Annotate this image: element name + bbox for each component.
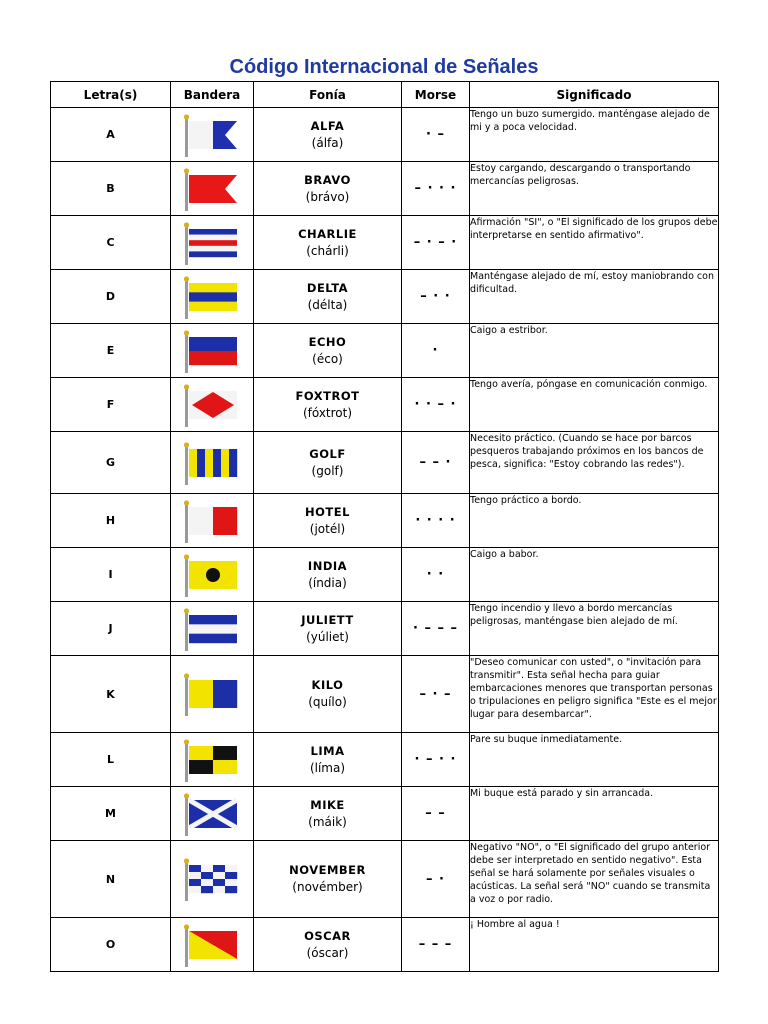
flag-cell	[171, 918, 254, 972]
phonetic-name: FOXTROT	[295, 388, 360, 403]
phonetic-name: DELTA	[306, 280, 349, 295]
letter-cell: N	[51, 841, 171, 918]
flag-echo-icon	[180, 329, 244, 373]
letter-cell: E	[51, 324, 171, 378]
meaning-cell: Caigo a estribor.	[470, 324, 719, 378]
letter-cell: D	[51, 270, 171, 324]
meaning-cell: Manténgase alejado de mí, estoy maniobrando con dificultad.	[470, 270, 719, 324]
phonetic-name: ALFA	[310, 118, 345, 133]
phonetic-pronunciation: (índia)	[308, 575, 347, 590]
flag-cell	[171, 108, 254, 162]
table-row	[51, 841, 719, 918]
flag-cell	[171, 494, 254, 548]
flag-mike-icon	[180, 792, 244, 836]
flag-cell	[171, 602, 254, 656]
letter-cell: O	[51, 918, 171, 972]
phonetic-name: GOLF	[309, 446, 346, 461]
phonetic-cell	[254, 733, 402, 787]
flag-cell	[171, 216, 254, 270]
meaning-cell: ¡ Hombre al agua !	[470, 918, 719, 972]
flag-alfa-icon	[180, 113, 244, 157]
table-row	[51, 378, 719, 432]
flag-kilo-icon	[180, 672, 244, 716]
meaning-cell: Caigo a babor.	[470, 548, 719, 602]
phonetic-pronunciation: (álfa)	[311, 135, 344, 150]
morse-cell: – –	[402, 787, 470, 841]
flag-cell	[171, 656, 254, 733]
phonetic-name: OSCAR	[304, 928, 351, 943]
phonetic-cell	[254, 787, 402, 841]
phonetic-cell	[254, 548, 402, 602]
meaning-cell: Estoy cargando, descargando o transportando mercancías peligrosas.	[470, 162, 719, 216]
table-body	[51, 108, 719, 972]
table-row	[51, 162, 719, 216]
table-row	[51, 656, 719, 733]
page-title: Código Internacional de Señales	[229, 56, 539, 78]
phonetic-cell	[254, 216, 402, 270]
meaning-cell: Negativo "NO", o "El significado del grupo anterior debe ser interpretado en sentido negativo". Esta señal se hará solamente por señales visuales o acústicas. La señal será "NO" cuando se transmita a voz o por radio.	[470, 841, 719, 918]
phonetic-name: MIKE	[310, 797, 345, 812]
phonetic-name: NOVEMBER	[289, 863, 366, 877]
phonetic-cell	[254, 270, 402, 324]
table-row	[51, 324, 719, 378]
letter-cell: K	[51, 656, 171, 733]
phonetic-pronunciation: (éco)	[312, 351, 343, 366]
letter-cell: B	[51, 162, 171, 216]
phonetic-name: BRAVO	[304, 172, 351, 187]
flag-cell	[171, 432, 254, 494]
morse-cell: – · ·	[402, 270, 470, 324]
meaning-cell: Tengo incendio y llevo a bordo mercancías peligrosas, manténgase bien alejado de mí.	[470, 602, 719, 656]
phonetic-cell	[254, 918, 402, 972]
morse-cell: – · · ·	[402, 162, 470, 216]
morse-cell: · – · ·	[402, 733, 470, 787]
phonetic-cell	[254, 162, 402, 216]
table-row	[51, 494, 719, 548]
morse-cell: – · – ·	[402, 216, 470, 270]
phonetic-cell	[254, 378, 402, 432]
morse-cell: · –	[402, 108, 470, 162]
flag-cell	[171, 733, 254, 787]
phonetic-cell	[254, 324, 402, 378]
meaning-cell: "Deseo comunicar con usted", o "invitación para transmitir". Esta señal hecha para guiar embarcaciones menores que transportan personas o tripulaciones en peligro significa "Este es el mejor lugar para desembarcar".	[470, 656, 719, 733]
table-row	[51, 733, 719, 787]
flag-cell	[171, 787, 254, 841]
phonetic-cell	[254, 494, 402, 548]
morse-cell: · – – –	[402, 602, 470, 656]
phonetic-cell	[254, 432, 402, 494]
flag-delta-icon	[180, 275, 244, 319]
header-flag: Bandera	[171, 82, 254, 108]
phonetic-pronunciation: (délta)	[307, 297, 348, 312]
meaning-cell: Necesito práctico. (Cuando se hace por barcos pesqueros trabajando próximos en los bancos de pesca, significa: "Estoy cobrando las redes").	[470, 432, 719, 494]
letter-cell: I	[51, 548, 171, 602]
table-row	[51, 108, 719, 162]
letter-cell: L	[51, 733, 171, 787]
flag-oscar-icon	[180, 923, 244, 967]
phonetic-cell	[254, 602, 402, 656]
phonetic-cell	[254, 108, 402, 162]
phonetic-name: CHARLIE	[298, 226, 357, 241]
table-row	[51, 216, 719, 270]
flag-cell	[171, 841, 254, 918]
table-row	[51, 548, 719, 602]
phonetic-pronunciation: (yúliet)	[306, 629, 349, 644]
letter-cell: A	[51, 108, 171, 162]
flag-india-icon	[180, 553, 244, 597]
flag-cell	[171, 270, 254, 324]
table-header-row	[51, 82, 719, 108]
flag-lima-icon	[180, 738, 244, 782]
morse-cell: – – –	[402, 918, 470, 972]
phonetic-pronunciation: (líma)	[309, 760, 346, 775]
header-letter: Letra(s)	[51, 82, 171, 108]
meaning-cell: Tengo práctico a bordo.	[470, 494, 719, 548]
meaning-cell: Mi buque está parado y sin arrancada.	[470, 787, 719, 841]
morse-cell: · · · ·	[402, 494, 470, 548]
table-row	[51, 918, 719, 972]
morse-cell: – · –	[402, 656, 470, 733]
flag-cell	[171, 378, 254, 432]
flag-november-icon	[180, 857, 244, 901]
flag-cell	[171, 324, 254, 378]
phonetic-cell	[254, 841, 402, 918]
meaning-cell: Tengo un buzo sumergido. manténgase alejado de mi y a poca velocidad.	[470, 108, 719, 162]
phonetic-pronunciation: (óscar)	[306, 945, 349, 960]
morse-cell: · ·	[402, 548, 470, 602]
phonetic-pronunciation: (máik)	[308, 814, 347, 829]
morse-cell: – – ·	[402, 432, 470, 494]
meaning-cell: Afirmación "SI", o "El significado de los grupos debe interpretarse en sentido afirmativo".	[470, 216, 719, 270]
morse-cell: · · – ·	[402, 378, 470, 432]
signal-code-table	[50, 81, 719, 972]
phonetic-name: LIMA	[310, 743, 345, 758]
table-row	[51, 602, 719, 656]
phonetic-pronunciation: (novémber)	[292, 880, 363, 894]
phonetic-name: HOTEL	[305, 504, 350, 519]
flag-cell	[171, 548, 254, 602]
letter-cell: J	[51, 602, 171, 656]
phonetic-cell	[254, 656, 402, 733]
phonetic-pronunciation: (brávo)	[305, 189, 350, 204]
header-meaning: Significado	[470, 82, 719, 108]
phonetic-pronunciation: (chárli)	[306, 243, 349, 258]
phonetic-name: KILO	[311, 678, 344, 692]
table-row	[51, 432, 719, 494]
header-morse: Morse	[402, 82, 470, 108]
header-phonetic: Fonía	[254, 82, 402, 108]
phonetic-name: ECHO	[308, 334, 347, 349]
phonetic-name: INDIA	[307, 558, 348, 573]
flag-foxtrot-icon	[180, 383, 244, 427]
phonetic-pronunciation: (fóxtrot)	[302, 405, 353, 420]
flag-cell	[171, 162, 254, 216]
flag-juliett-icon	[180, 607, 244, 651]
flag-bravo-icon	[180, 167, 244, 211]
meaning-cell: Pare su buque inmediatamente.	[470, 733, 719, 787]
flag-golf-icon	[180, 441, 244, 485]
morse-cell: ·	[402, 324, 470, 378]
flag-charlie-icon	[180, 221, 244, 265]
letter-cell: F	[51, 378, 171, 432]
flag-hotel-icon	[180, 499, 244, 543]
table-row	[51, 270, 719, 324]
letter-cell: C	[51, 216, 171, 270]
phonetic-pronunciation: (quílo)	[308, 695, 347, 709]
letter-cell: M	[51, 787, 171, 841]
letter-cell: G	[51, 432, 171, 494]
meaning-cell: Tengo avería, póngase en comunicación conmigo.	[470, 378, 719, 432]
phonetic-name: JULIETT	[301, 612, 354, 627]
morse-cell: – ·	[402, 841, 470, 918]
letter-cell: H	[51, 494, 171, 548]
table-row	[51, 787, 719, 841]
phonetic-pronunciation: (jotél)	[309, 521, 346, 536]
phonetic-pronunciation: (golf)	[311, 463, 344, 478]
